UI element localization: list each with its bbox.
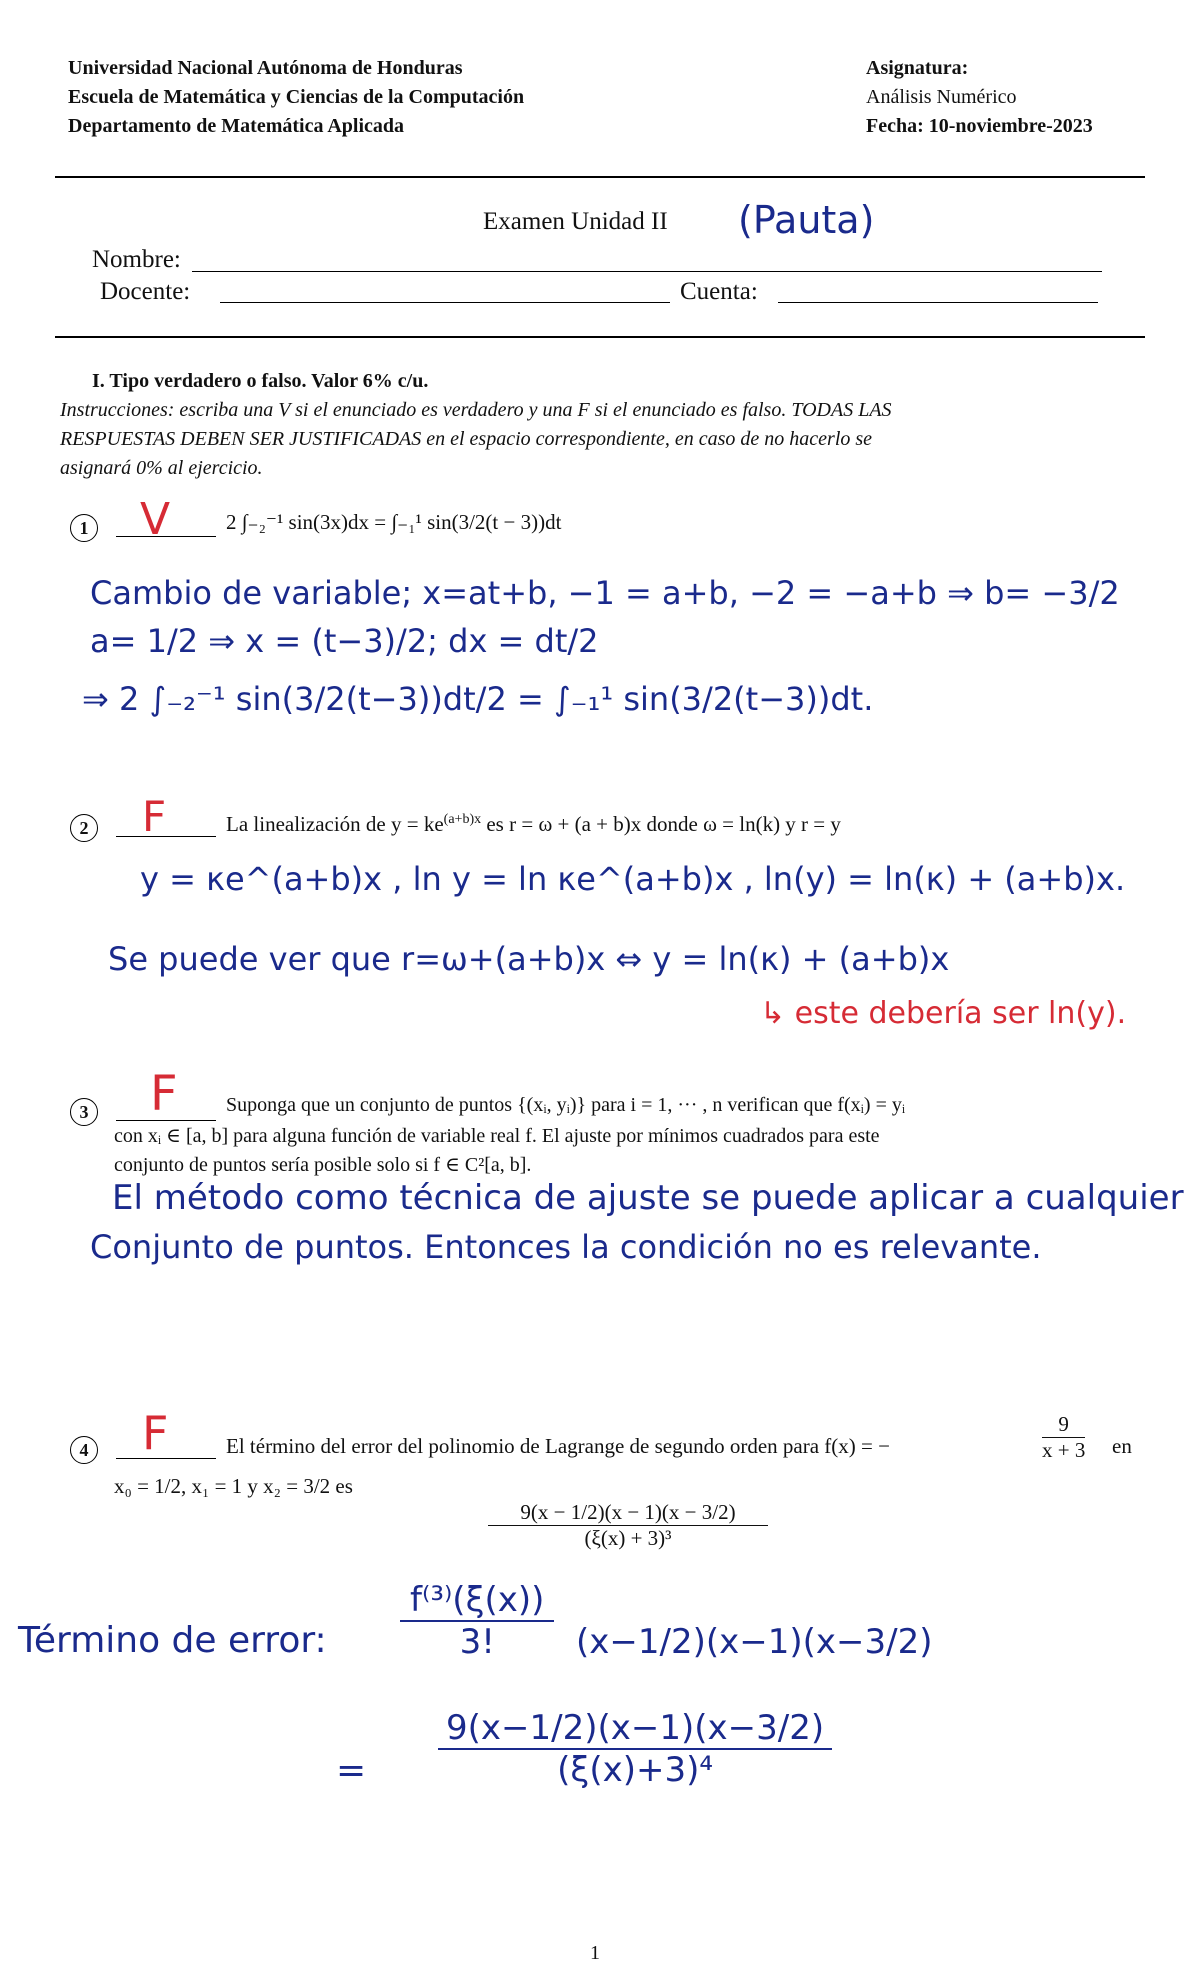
question-2-justification-2: Se puede ver que r=ω+(a+b)x ⇔ y = ln(κ) + (a+b)x (108, 940, 950, 978)
question-4-statement-line-1: El término del error del polinomio de Lagrange de segundo orden para f(x) = − (226, 1434, 890, 1458)
question-3-statement-line-1: Suponga que un conjunto de puntos {(xᵢ, yᵢ)} para i = 1, ··· , n verifican que f(xᵢ) = yᵢ (226, 1094, 906, 1116)
question-3-answer: F (150, 1066, 178, 1122)
school-name: Escuela de Matemática y Ciencias de la Computación (68, 86, 525, 108)
question-4-hand-fraction (400, 1580, 554, 1662)
question-2-statement (226, 812, 841, 837)
question-4-function-fraction (1042, 1412, 1085, 1463)
question-4-hand-result-numerator: 9(x−1/2)(x−1)(x−3/2) (446, 1708, 825, 1748)
cuenta-field[interactable] (778, 302, 1098, 303)
question-4-formula (488, 1500, 768, 1551)
university-name: Universidad Nacional Autónoma de Honduras (68, 57, 463, 79)
question-2-statement-exponent: (a+b)x (443, 812, 482, 827)
question-3-statement-line-3: conjunto de puntos sería posible solo si f ∈ C²[a, b]. (114, 1154, 532, 1176)
question-3-number: 3 (70, 1098, 98, 1126)
question-4-function-denominator: x + 3 (1042, 1438, 1086, 1462)
question-4-hand-factor: (x−1/2)(x−1)(x−3/2) (576, 1622, 933, 1662)
cuenta-label: Cuenta: (680, 278, 758, 305)
question-4-hand-result-denominator: (ξ(x)+3)⁴ (438, 1748, 832, 1790)
question-4-hand-numerator: f⁽³⁾(ξ(x)) (410, 1580, 545, 1620)
question-3-statement-line-2: con xᵢ ∈ [a, b] para alguna función de variable real f. El ajuste por mínimos cuadrados para este (114, 1125, 880, 1147)
question-2-justification-1: y = κe^(a+b)x , ln y = ln κe^(a+b)x , ln(y) = ln(κ) + (a+b)x. (140, 860, 1126, 898)
subject-label: Asignatura: (866, 57, 969, 79)
section-title: I. Tipo verdadero o falso. Valor 6% c/u. (92, 370, 429, 392)
department-name: Departamento de Matemática Aplicada (68, 115, 405, 137)
question-1-justification-2: a= 1/2 ⇒ x = (t−3)/2; dx = dt/2 (90, 622, 599, 660)
question-4-hand-result (438, 1708, 832, 1790)
question-1-justification-1: Cambio de variable; x=at+b, −1 = a+b, −2 = −a+b ⇒ b= −3/2 (90, 574, 1120, 612)
page-number: 1 (590, 1942, 600, 1964)
question-2-correction: ↳ este debería ser ln(y). (760, 996, 1127, 1031)
question-4-function-numerator: 9 (1058, 1412, 1069, 1436)
header-rule (55, 176, 1145, 178)
nombre-label: Nombre: (92, 246, 181, 273)
instructions-line-2: RESPUESTAS DEBEN SER JUSTIFICADAS en el espacio correspondiente, en caso de no hacerlo se (60, 428, 873, 450)
question-2-number: 2 (70, 814, 98, 842)
question-4-hand-denominator: 3! (400, 1620, 554, 1662)
question-4-statement-en: en (1112, 1434, 1132, 1458)
question-3-justification-2: Conjunto de puntos. Entonces la condición no es relevante. (90, 1228, 1042, 1266)
question-2-answer: F (142, 792, 167, 841)
instructions-line-3: asignará 0% al ejercicio. (60, 457, 263, 479)
instructions-line-1: Instrucciones: escriba una V si el enunciado es verdadero y una F si el enunciado es falso. TODAS LAS (60, 399, 892, 421)
question-1-number: 1 (70, 514, 98, 542)
question-4-formula-numerator: 9(x − 1/2)(x − 1)(x − 3/2) (520, 1500, 736, 1524)
question-4-formula-denominator: (ξ(x) + 3)³ (488, 1525, 768, 1551)
question-1-justification-3: ⇒ 2 ∫₋₂⁻¹ sin(3/2(t−3))dt/2 = ∫₋₁¹ sin(3/2(t−3))dt. (82, 680, 874, 718)
question-2-statement-part-1: La linealización de y = ke (226, 812, 444, 836)
question-4-answer: F (142, 1406, 169, 1460)
docente-label: Docente: (100, 278, 191, 305)
question-4-number: 4 (70, 1436, 98, 1464)
exam-title: Examen Unidad II (483, 208, 668, 235)
question-1-statement: 2 ∫₋₂⁻¹ sin(3x)dx = ∫₋₁¹ sin(3/2(t − 3))dt (226, 510, 562, 534)
question-1-answer: V (140, 494, 171, 545)
question-3-justification-1: El método como técnica de ajuste se puede aplicar a cualquier (112, 1178, 1184, 1218)
nombre-field[interactable] (192, 271, 1102, 272)
question-4-justification-label: Término de error: (18, 1620, 327, 1661)
question-2-statement-part-2: es r = ω + (a + b)x donde ω = ln(k) y r = y (481, 812, 841, 836)
pauta-handwritten: (Pauta) (738, 198, 875, 242)
question-4-hand-equals: = (336, 1750, 367, 1791)
subject-name: Análisis Numérico (866, 86, 1017, 108)
question-4-statement-line-2: x₀ = 1/2, x₁ = 1 y x₂ = 3/2 es (114, 1474, 353, 1498)
docente-field[interactable] (220, 302, 670, 303)
exam-date: Fecha: 10-noviembre-2023 (866, 115, 1093, 137)
title-rule (55, 336, 1145, 338)
